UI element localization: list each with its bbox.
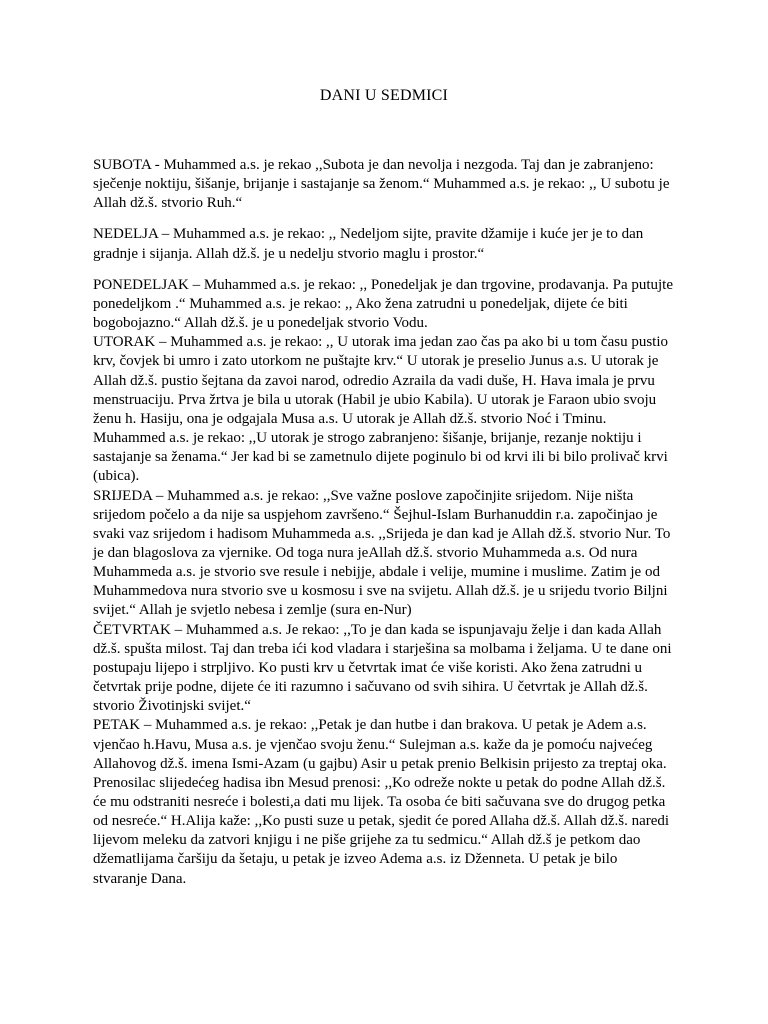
paragraph-subota: SUBOTA - Muhammed a.s. je rekao ,,Subota je dan nevolja i nezgoda. Taj dan je zabranjeno: sječenje noktiju, šišanje, brijanje i sastajanje sa ženom.“ Muhammed a.s. je rekao: ,, U subotu je Allah dž.š. stvorio Ruh.“ — [93, 157, 670, 212]
paragraph-petak: PETAK – Muhammed a.s. je rekao: ,,Petak je dan hutbe i dan brakova. U petak je Adem a.s. vjenčao h.Havu, Musa a.s. je vjenčao svoju ženu.“ Sulejman a.s. kaže da je pomoću najvećeg Allahovog dž.š. imena Ismi-Azam (u gajbu) Asir u petak prenio Belkisin prijesto za treptaj oka. Prenosilac slijedećeg hadisa ibn Mesud prenosi: ,,Ko odreže nokte u petak do podne Allah dž.š. će mu odstraniti nesreće i bolesti,a dati mu lijek. Ta osoba će biti sačuvana sve do drugog petka od nesreće.“ H.Alija kaže: ,,Ko pusti suze u petak, sjedit će pored Allaha dž.š. Allah dž.š. naredi lijevom meleku da zatvori knjigu i ne piše grijehe za tu sedmicu.“ Allah dž.š je petkom dao džematlijama čaršiju da šetaju, u petak je izveo Adema a.s. iz Dženneta. U petak je bilo stvaranje Dana. — [93, 717, 670, 887]
paragraph-ponedeljak: PONEDELJAK – Muhammed a.s. je rekao: ,, Ponedeljak je dan trgovine, prodavanja. Pa putujte ponedeljkom .“ Muhammed a.s. je rekao: ,, Ako žena zatrudni u ponedeljak, dijete će biti bogobojazno.“ Allah dž.š. je u ponedeljak stvorio Vodu. — [93, 276, 674, 332]
document-title: DANI U SEDMICI — [319, 87, 449, 104]
document-body — [93, 156, 673, 889]
paragraph-cetvrtak: ČETVRTAK – Muhammed a.s. Je rekao: ,,To je dan kada se ispunjavaju želje i dan kada Allah dž.š. spušta milost. Taj dan treba ići kod vladara i starješina sa molbama i željama. U te dane oni postupaju lijepo i strpljivo. Ko pusti krv u četvrtak imat će više koristi. Ako žena zatrudni u četvrtak prije podne, dijete će iti razumno i sačuvano od svih sihira. U četvrtak je Allah dž.š. stvorio Životinjski svijet.“ — [93, 621, 672, 715]
paragraph-utorak: UTORAK – Muhammed a.s. je rekao: ,, U utorak ima jedan zao čas pa ako bi u tom času pustio krv, čovjek bi umro i zato utorkom ne puštajte krv.“ U utorak je preselio Junus a.s. U utorak je Allah dž.š. pustio šejtana da zavoi narod, odredio Azraila da vadi duše, H. Hava imala je prvu menstruaciju. Prva žrtva je bila u utorak (Habil je ubio Kabila). U utorak je Faraon ubio svoju ženu h. Hasiju, ona je odgajala Musa a.s. U utorak je Allah dž.š. stvorio Noć i Tminu. Muhammed a.s. je rekao: ,,U utorak je strogo zabranjeno: šišanje, brijanje, rezanje noktiju i sastajanje sa ženama.“ Jer kad bi se zametnulo dijete poginulo bi od krvi ili bi bilo prolivač krvi (ubica). — [93, 334, 669, 485]
paragraph-srijeda: SRIJEDA – Muhammed a.s. je rekao: ,,Sve važne poslove započinjite srijedom. Nije ništa srijedom počelo a da nije sa uspjehom završeno.“ Šejhul-Islam Burhanuddin r.a. započinjao je svaki vaz srijedom i hadisom Muhammeda a.s. ,,Srijeda je dan kad je Allah dž.š. stvorio Nur. To je dan blagoslova za vjernike. Od toga nura jeAllah dž.š. stvorio Muhammeda a.s. Od nura Muhammeda a.s. je stvorio sve resule i nebijje, abdale i velije, mumine i muslime. Zatim je od Muhammedova nura stvorio sve u kosmosu i sve na svijetu. Allah dž.š. je u srijedu tvorio Biljni svijet.“ Allah je svjetlo nebesa i zemlje (sura en-Nur) — [93, 487, 671, 619]
paragraph-nedelja: NEDELJA – Muhammed a.s. je rekao: ,, Nedeljom sijte, pravite džamije i kuće jer je to dan gradnje i sijanja. Allah dž.š. je u nedelju stvorio maglu i prostor.“ — [93, 226, 644, 262]
